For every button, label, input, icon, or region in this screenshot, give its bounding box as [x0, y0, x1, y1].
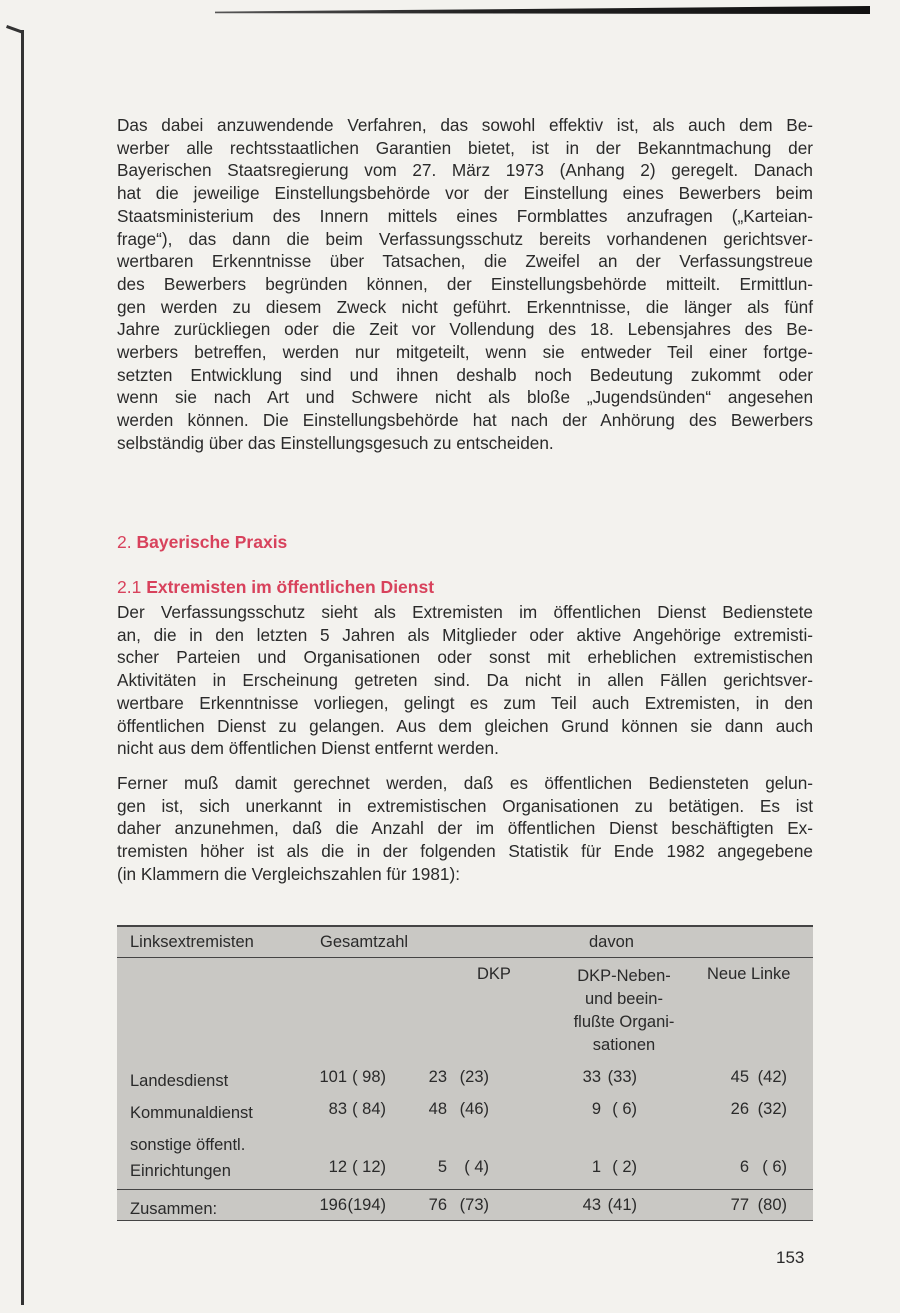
- text-line: werbers betreffen, werden nur mitgeteilt, wenn sie entweder Teil einer fortge-: [117, 342, 813, 363]
- value-1981: (32): [757, 1100, 787, 1118]
- value-1982: 6: [739, 1158, 749, 1176]
- text-line: frage“), das dann die beim Verfassungsschutz bereits vorhandenen gerichtsver-: [117, 228, 813, 249]
- text-line: scher Parteien und Organisationen oder sonst mit erheblichen extremistischen: [117, 647, 813, 668]
- value-1981: ( 84): [352, 1100, 386, 1118]
- text-line: des Bewerbers begründen können, der Einstellungsbehörde mitteilt. Ermittlun-: [117, 273, 813, 294]
- value-1981: ( 2): [612, 1158, 637, 1176]
- text-line: daher anzunehmen, daß die Anzahl der im öffentlichen Dienst beschäftigten Ex-: [117, 818, 813, 839]
- text-line: gen werden zu diesem Zweck nicht geführt. Erkenntnisse, die länger als fünf: [117, 296, 813, 317]
- value-1982: 5: [437, 1158, 447, 1176]
- value-1982: 12: [328, 1158, 347, 1176]
- table-rule: [117, 957, 813, 958]
- text-line: setzten Entwicklung sind und ihnen deshalb noch Bedeutung zukommt oder: [117, 364, 813, 385]
- value-1982: 77: [730, 1196, 749, 1214]
- subheader-dkp-neben: DKP-Neben- und beein- flußte Organi- sationen: [573, 967, 675, 1054]
- text-line: wertbaren Erkenntnisse über Tatsachen, die Zweifel an der Verfassungstreue: [117, 251, 813, 272]
- column-header-davon: davon: [589, 933, 634, 951]
- text-line: tremisten höher ist als die in der folgenden Statistik für Ende 1982 angegebene: [117, 841, 813, 862]
- text-line: (in Klammern die Vergleichszahlen für 1981):: [117, 863, 460, 884]
- text-line: wenn sie nach Art und Schwere nicht als bloße „Jugendsünden“ angesehen: [117, 387, 813, 408]
- value-1982: 83: [328, 1100, 347, 1118]
- section-number: 2.1: [117, 577, 142, 597]
- value-1981: (194): [347, 1196, 386, 1214]
- value-1982: 26: [730, 1100, 749, 1118]
- column-header-total: Gesamtzahl: [320, 933, 409, 951]
- value-1982: 9: [591, 1100, 601, 1118]
- section-title: Extremisten im öffentlichen Dienst: [146, 577, 435, 597]
- text-line: Ferner muß damit gerechnet werden, daß es öffentlichen Bediensteten gelun-: [117, 773, 813, 793]
- column-header: Linksextremisten: [130, 933, 254, 951]
- value-1981: (33): [607, 1068, 637, 1086]
- value-1982: 1: [591, 1158, 601, 1176]
- value-1982: 101: [319, 1068, 347, 1086]
- scan-corner-mark: [6, 25, 24, 34]
- section-heading-2: [117, 532, 287, 553]
- section-number: 2.: [117, 532, 132, 552]
- value-1982: 45: [730, 1068, 749, 1086]
- text-line: werden können. Die Einstellungsbehörde hat nach der Anhörung des Bewerbers: [117, 410, 813, 431]
- value-1982: 76: [428, 1196, 447, 1214]
- row-label: Zusammen:: [130, 1200, 218, 1218]
- subheader-neue-linke: Neue Linke: [707, 965, 791, 983]
- value-1981: (46): [459, 1100, 489, 1118]
- table-rule: [117, 1189, 813, 1190]
- text-line: nicht aus dem öffentlichen Dienst entfernt werden.: [117, 738, 499, 759]
- text-line: gen ist, sich unerkannt in extremistischen Organisationen zu betätigen. Es ist: [117, 795, 813, 816]
- value-1981: (23): [459, 1068, 489, 1086]
- value-1982: 43: [582, 1196, 601, 1214]
- value-1981: (73): [459, 1196, 489, 1214]
- text-line: Der Verfassungsschutz sieht als Extremisten im öffentlichen Dienst Bedienstete: [117, 602, 813, 622]
- value-1982: 23: [428, 1068, 447, 1086]
- value-1981: ( 4): [464, 1158, 489, 1176]
- paragraph-definition: [117, 601, 813, 760]
- text-line: hat die jeweilige Einstellungsbehörde vor der Einstellung eines Bewerbers beim: [117, 183, 813, 204]
- page-number: 153: [776, 1248, 805, 1267]
- table-rule: [117, 925, 813, 927]
- statistics-table: [117, 925, 813, 1221]
- section-title: Bayerische Praxis: [136, 532, 288, 552]
- text-line: selbständig über das Einstellungsgesuch zu entscheiden.: [117, 432, 554, 453]
- value-1981: (41): [607, 1196, 637, 1214]
- value-1981: (42): [757, 1068, 787, 1086]
- value-1982: 33: [582, 1068, 601, 1086]
- paragraph-statistics-intro: [117, 772, 813, 886]
- value-1981: (80): [757, 1196, 787, 1214]
- text-line: Bayerischen Staatsregierung vom 27. März 1973 (Anhang 2) geregelt. Danach: [117, 160, 813, 181]
- scan-binding-edge: [21, 30, 24, 1305]
- table-rule: [117, 1220, 813, 1221]
- text-line: öffentlichen Dienst zu gelangen. Aus dem gleichen Grund können sie dann auch: [117, 715, 813, 736]
- value-1981: ( 98): [352, 1068, 386, 1086]
- page-top-rule: [215, 6, 870, 14]
- section-heading-2-1: [117, 577, 434, 598]
- value-1982: 196: [319, 1196, 347, 1214]
- text-line: Staatsministerium des Innern mittels eines Formblattes anzufragen („Karteian-: [117, 205, 813, 226]
- value-1982: 48: [428, 1100, 447, 1118]
- row-label: Landesdienst: [130, 1072, 229, 1090]
- row-label: Kommunaldienst: [130, 1104, 253, 1122]
- text-line: Das dabei anzuwendende Verfahren, das sowohl effektiv ist, als auch dem Be-: [117, 115, 813, 135]
- text-line: Aktivitäten in Erscheinung getreten sind. Da nicht in allen Fällen gerichtsver-: [117, 670, 813, 691]
- row-label: sonstige öffentl. Einrichtungen: [130, 1136, 246, 1180]
- text-line: Jahre zurückliegen oder die Zeit vor Vollendung des 18. Lebensjahres des Be-: [117, 319, 813, 340]
- text-line: an, die in den letzten 5 Jahren als Mitglieder oder aktive Angehörige extremisti-: [117, 624, 813, 645]
- paragraph-procedure: [117, 114, 813, 455]
- text-line: wertbare Erkenntnisse vorliegen, gelingt es zum Teil auch Extremisten, in den: [117, 692, 813, 713]
- subheader-dkp: DKP: [477, 965, 511, 983]
- value-1981: ( 12): [352, 1158, 386, 1176]
- text-line: werber alle rechtsstaatlichen Garantien bietet, ist in der Bekanntmachung der: [117, 137, 813, 158]
- value-1981: ( 6): [762, 1158, 787, 1176]
- value-1981: ( 6): [612, 1100, 637, 1118]
